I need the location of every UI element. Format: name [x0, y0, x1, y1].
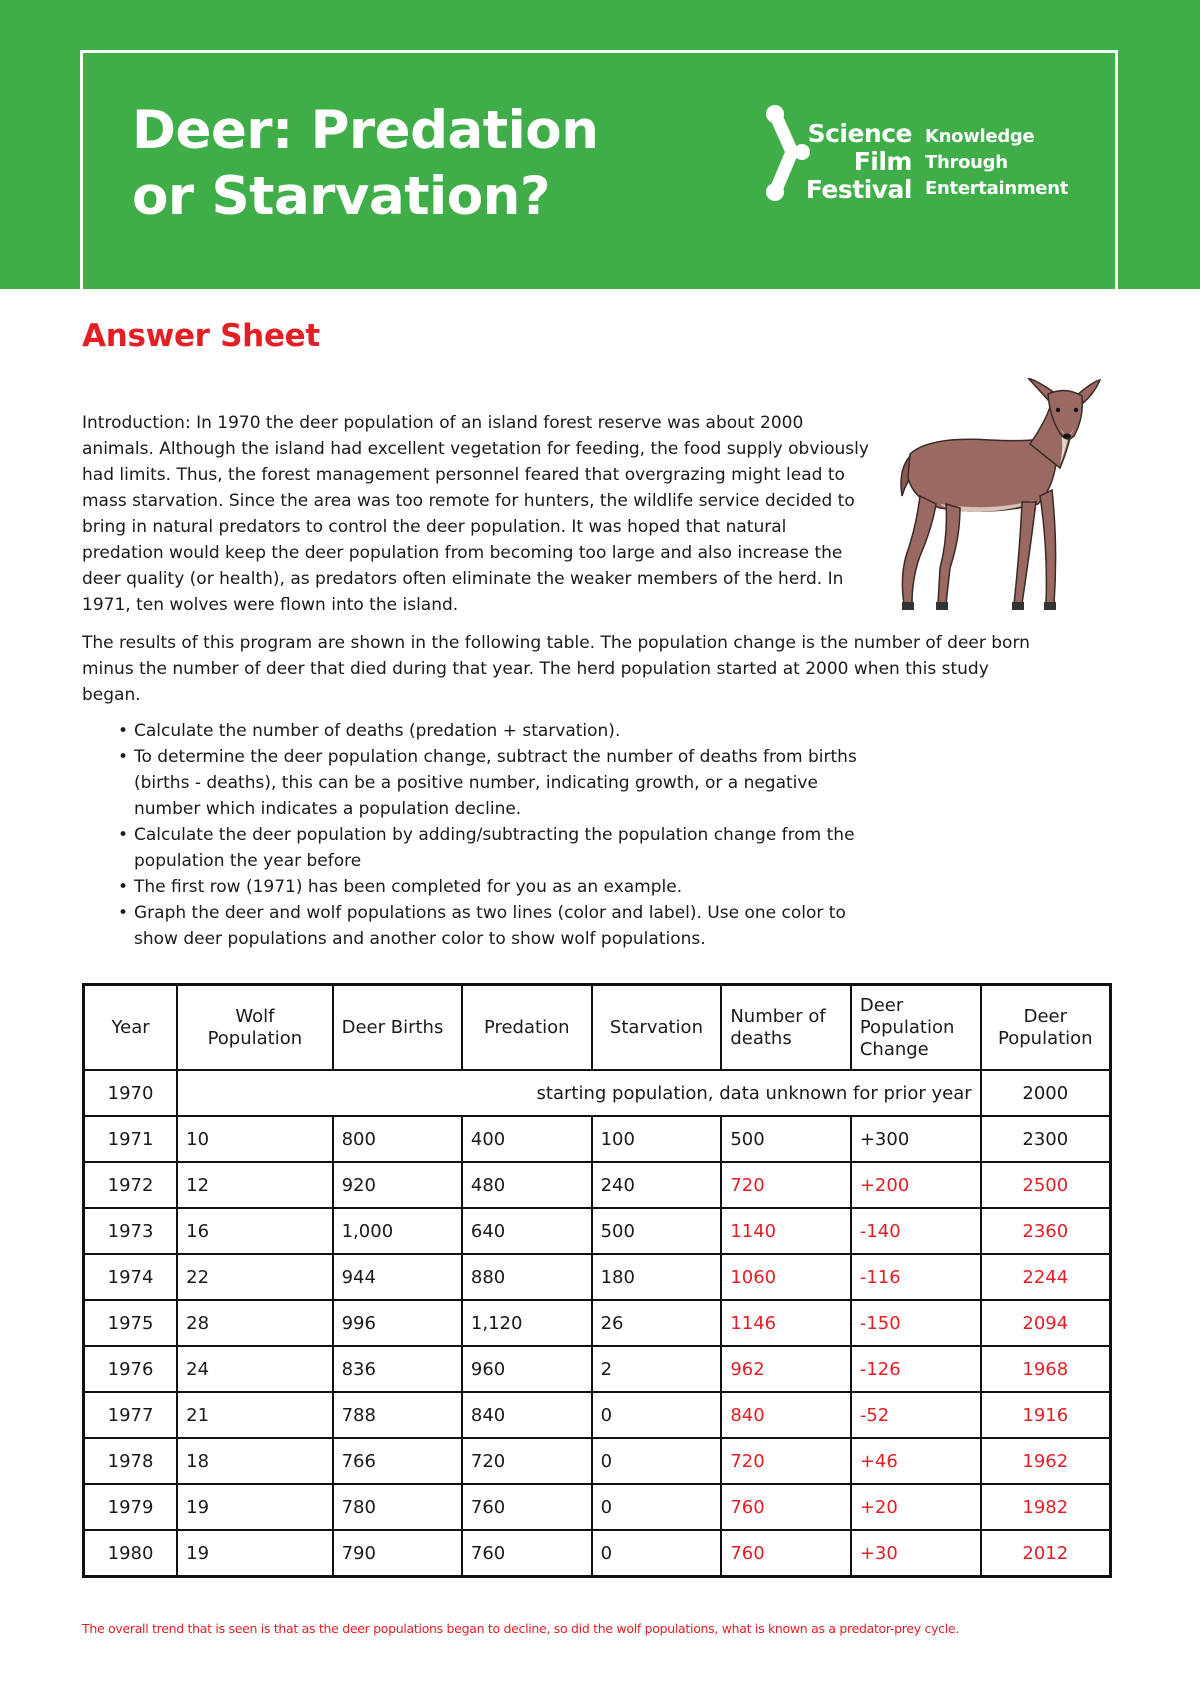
cell-predation: 400 — [462, 1116, 592, 1162]
header-wolf-population: Wolf Population — [177, 985, 332, 1071]
cell-number-of-deaths: 760 — [721, 1484, 851, 1530]
cell-deer-population: 2244 — [981, 1254, 1111, 1300]
cell-deer-births: 788 — [333, 1392, 462, 1438]
cell-wolf-population: 19 — [177, 1530, 332, 1577]
header-deer-population: Deer Population — [981, 985, 1111, 1071]
table-row — [84, 1300, 1111, 1346]
introduction-paragraph: Introduction: In 1970 the deer population of an island forest reserve was about 2000 animals. Although the island had excellent vegetation for feeding, the food supply obviously had limits. Thus, the forest management personnel feared that overgrazing might lead to mass starvation. Since the area was too remote for hunters, the wildlife service decided to bring in natural predators to control the deer population. It was hoped that natural predation would keep the deer population from becoming too large and also increase the deer quality (or health), as predators often eliminate the weaker members of the herd. In 1971, ten wolves were flown into the island. — [82, 413, 869, 615]
page-title — [132, 98, 598, 230]
table-row — [84, 1484, 1111, 1530]
cell-predation: 840 — [462, 1392, 592, 1438]
cell-number-of-deaths: 1146 — [721, 1300, 851, 1346]
cell-starvation: 240 — [592, 1162, 722, 1208]
cell-year: 1974 — [84, 1254, 178, 1300]
tagline-knowledge: Knowledge — [925, 126, 1035, 147]
cell-deer-births: 780 — [333, 1484, 462, 1530]
cell-predation: 1,120 — [462, 1300, 592, 1346]
cell-year: 1970 — [84, 1070, 178, 1116]
cell-wolf-population: 10 — [177, 1116, 332, 1162]
cell-number-of-deaths: 1060 — [721, 1254, 851, 1300]
deer-wolf-data-table — [82, 983, 1112, 1578]
cell-deer-population: 2012 — [981, 1530, 1111, 1577]
table-row — [84, 1116, 1111, 1162]
cell-wolf-population: 18 — [177, 1438, 332, 1484]
cell-predation: 760 — [462, 1530, 592, 1577]
cell-population-change: +46 — [851, 1438, 981, 1484]
cell-deer-population: 2094 — [981, 1300, 1111, 1346]
table-row — [84, 1438, 1111, 1484]
cell-wolf-population: 28 — [177, 1300, 332, 1346]
table-row — [84, 1208, 1111, 1254]
cell-deer-population: 1968 — [981, 1346, 1111, 1392]
cell-number-of-deaths: 760 — [721, 1530, 851, 1577]
logo-word-festival: Festival — [805, 175, 912, 204]
cell-deer-births: 1,000 — [333, 1208, 462, 1254]
cell-starvation: 0 — [592, 1484, 722, 1530]
cell-starvation: 2 — [592, 1346, 722, 1392]
cell-wolf-population: 12 — [177, 1162, 332, 1208]
cell-wolf-population: 19 — [177, 1484, 332, 1530]
cell-wolf-population: 22 — [177, 1254, 332, 1300]
cell-deer-population: 2500 — [981, 1162, 1111, 1208]
results-paragraph: The results of this program are shown in the following table. The population change is the number of deer born minus the number of deer that died during that year. The herd population started at 2000 when this study began. — [82, 633, 1030, 705]
cell-wolf-population: 21 — [177, 1392, 332, 1438]
header-year: Year — [84, 985, 178, 1071]
cell-predation: 880 — [462, 1254, 592, 1300]
cell-year: 1976 — [84, 1346, 178, 1392]
cell-deer-births: 996 — [333, 1300, 462, 1346]
cell-starvation: 500 — [592, 1208, 722, 1254]
logo-wordmark — [802, 120, 912, 204]
cell-number-of-deaths: 720 — [721, 1438, 851, 1484]
cell-starvation: 100 — [592, 1116, 722, 1162]
cell-population-change: +300 — [851, 1116, 981, 1162]
header-predation: Predation — [462, 985, 592, 1071]
cell-population-change: +30 — [851, 1530, 981, 1577]
header-population-change: Deer Population Change — [851, 985, 981, 1071]
cell-predation: 640 — [462, 1208, 592, 1254]
table-row-1970 — [84, 1070, 1111, 1116]
cell-population-change: -150 — [851, 1300, 981, 1346]
cell-predation: 720 — [462, 1438, 592, 1484]
header-number-of-deaths: Number of deaths — [721, 985, 851, 1071]
cell-number-of-deaths: 720 — [721, 1162, 851, 1208]
table-body — [84, 1070, 1111, 1577]
header-banner — [0, 0, 1200, 289]
cell-number-of-deaths: 840 — [721, 1392, 851, 1438]
title-line-2: or Starvation? — [132, 166, 551, 227]
table-row — [84, 1530, 1111, 1577]
cell-deer-births: 836 — [333, 1346, 462, 1392]
cell-year: 1971 — [84, 1116, 178, 1162]
deer-illustration — [870, 378, 1120, 626]
cell-deer-population: 2360 — [981, 1208, 1111, 1254]
cell-population-change: -126 — [851, 1346, 981, 1392]
cell-number-of-deaths: 500 — [721, 1116, 851, 1162]
cell-wolf-population: 24 — [177, 1346, 332, 1392]
cell-predation: 480 — [462, 1162, 592, 1208]
cell-deer-births: 920 — [333, 1162, 462, 1208]
table-row — [84, 1392, 1111, 1438]
cell-year: 1980 — [84, 1530, 178, 1577]
cell-year: 1978 — [84, 1438, 178, 1484]
cell-number-of-deaths: 962 — [721, 1346, 851, 1392]
cell-starvation: 0 — [592, 1530, 722, 1577]
cell-year: 1979 — [84, 1484, 178, 1530]
cell-population-change: -116 — [851, 1254, 981, 1300]
cell-year: 1973 — [84, 1208, 178, 1254]
answer-sheet-heading: Answer Sheet — [82, 318, 320, 354]
cell-deer-population: 1962 — [981, 1438, 1111, 1484]
cell-population-change: -52 — [851, 1392, 981, 1438]
cell-starting-note: starting population, data unknown for prior year — [177, 1070, 980, 1116]
cell-starvation: 0 — [592, 1438, 722, 1484]
cell-year: 1975 — [84, 1300, 178, 1346]
cell-population-change: -140 — [851, 1208, 981, 1254]
cell-deer-births: 944 — [333, 1254, 462, 1300]
instruction-item: • Calculate the deer population by adding/subtracting the population change from the population the year before — [82, 822, 882, 874]
cell-year: 1972 — [84, 1162, 178, 1208]
cell-population-change: +20 — [851, 1484, 981, 1530]
instruction-item: • To determine the deer population change, subtract the number of deaths from births (births - deaths), this can be a positive number, indicating growth, or a negative number which indicates a population decline. — [82, 744, 882, 822]
tagline-entertainment: Entertainment — [925, 178, 1069, 199]
header-starvation: Starvation — [592, 985, 722, 1071]
table-row — [84, 1346, 1111, 1392]
cell-deer-births: 790 — [333, 1530, 462, 1577]
cell-wolf-population: 16 — [177, 1208, 332, 1254]
tagline-through: Through — [925, 152, 1008, 173]
cell-starvation: 180 — [592, 1254, 722, 1300]
instruction-item: • Graph the deer and wolf populations as two lines (color and label). Use one color to show deer populations and another color to show wolf populations. — [82, 900, 882, 952]
answer-footnote: The overall trend that is seen is that as the deer populations began to decline, so did the wolf populations, what is known as a predator-prey cycle. — [82, 1621, 959, 1636]
logo-tagline — [925, 124, 1068, 202]
instruction-item: • Calculate the number of deaths (predation + starvation). — [82, 718, 882, 744]
cell-number-of-deaths: 1140 — [721, 1208, 851, 1254]
instructions-list — [82, 718, 882, 952]
cell-deer-population: 1982 — [981, 1484, 1111, 1530]
science-film-festival-logo — [762, 104, 1092, 204]
logo-word-science: Science — [807, 119, 912, 148]
cell-starvation: 0 — [592, 1392, 722, 1438]
cell-deer-population: 2000 — [981, 1070, 1111, 1116]
cell-deer-births: 800 — [333, 1116, 462, 1162]
cell-deer-population: 2300 — [981, 1116, 1111, 1162]
table-row — [84, 1162, 1111, 1208]
cell-starvation: 26 — [592, 1300, 722, 1346]
cell-year: 1977 — [84, 1392, 178, 1438]
header-deer-births: Deer Births — [333, 985, 462, 1071]
cell-predation: 760 — [462, 1484, 592, 1530]
table-header-row — [84, 985, 1111, 1071]
title-line-1: Deer: Predation — [132, 100, 599, 161]
cell-population-change: +200 — [851, 1162, 981, 1208]
cell-predation: 960 — [462, 1346, 592, 1392]
cell-deer-births: 766 — [333, 1438, 462, 1484]
table-row — [84, 1254, 1111, 1300]
logo-word-film: Film — [853, 147, 912, 176]
instruction-item: • The first row (1971) has been completed for you as an example. — [82, 874, 882, 900]
cell-deer-population: 1916 — [981, 1392, 1111, 1438]
